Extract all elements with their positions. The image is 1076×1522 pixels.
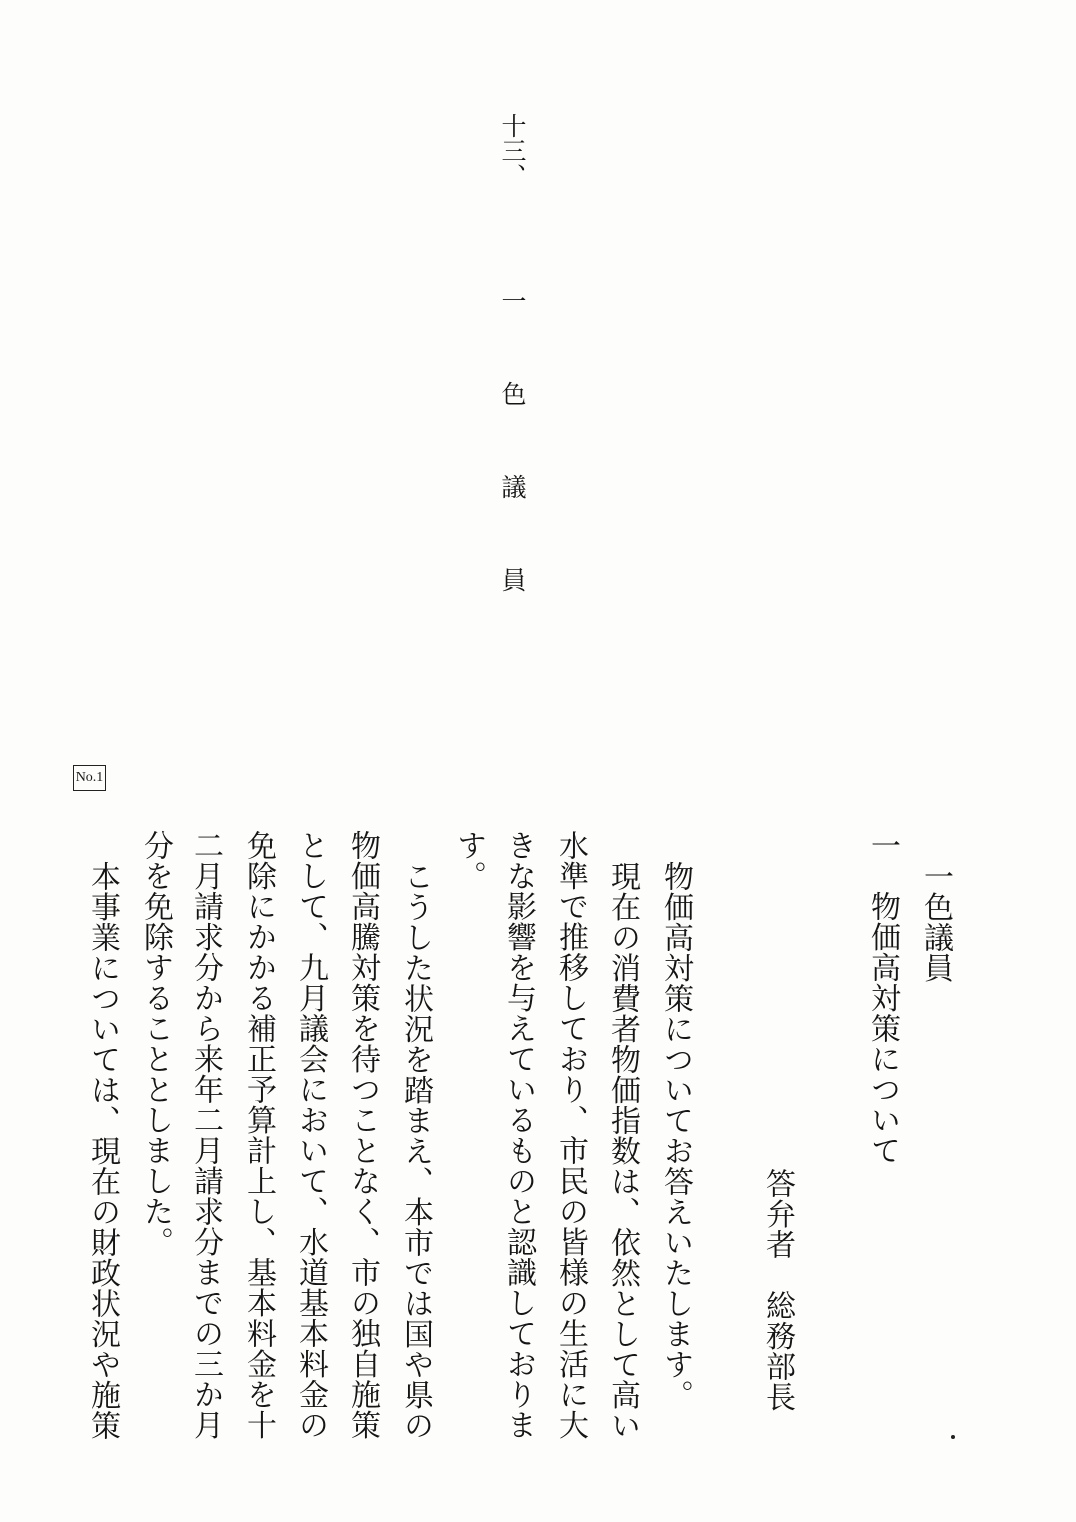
answer-line: 本事業については、現在の財政状況や施策 xyxy=(85,860,120,1440)
answer-line: きな影響を与えているものと認識しておりま xyxy=(501,830,536,1440)
answer-line: 分を免除することとしました。 xyxy=(138,830,173,1257)
answer-line: 免除にかかる補正予算計上し、基本料金を十 xyxy=(241,830,276,1440)
scan-speck xyxy=(951,1435,955,1439)
question-title: 物価高対策について xyxy=(865,891,900,1166)
answer-line: 物価高対策についてお答えいたします。 xyxy=(658,860,693,1410)
answer-line: 現在の消費者物価指数は、依然として高い xyxy=(605,860,640,1440)
question-marker: 一 xyxy=(865,830,900,861)
section-number: 十三、 xyxy=(498,113,527,188)
respondent-label: 答弁者 xyxy=(760,1168,795,1260)
answer-line: す。 xyxy=(451,830,486,891)
answer-line: 物価高騰対策を待つことなく、市の独自施策 xyxy=(345,830,380,1440)
answer-line: 二月請求分から来年二月請求分までの三か月 xyxy=(188,830,223,1440)
section-member-name: 一色議員 xyxy=(498,288,527,660)
answer-line: 水準で推移しており、市民の皆様の生活に大 xyxy=(553,830,588,1440)
answer-line: として、九月議会において、水道基本料金の xyxy=(293,830,328,1440)
member-name: 一色議員 xyxy=(918,860,953,983)
answer-line: こうした状況を踏まえ、本市では国や県の xyxy=(398,860,433,1440)
page-number-box: No.1 xyxy=(73,765,106,791)
respondent-name: 総務部長 xyxy=(760,1290,795,1412)
